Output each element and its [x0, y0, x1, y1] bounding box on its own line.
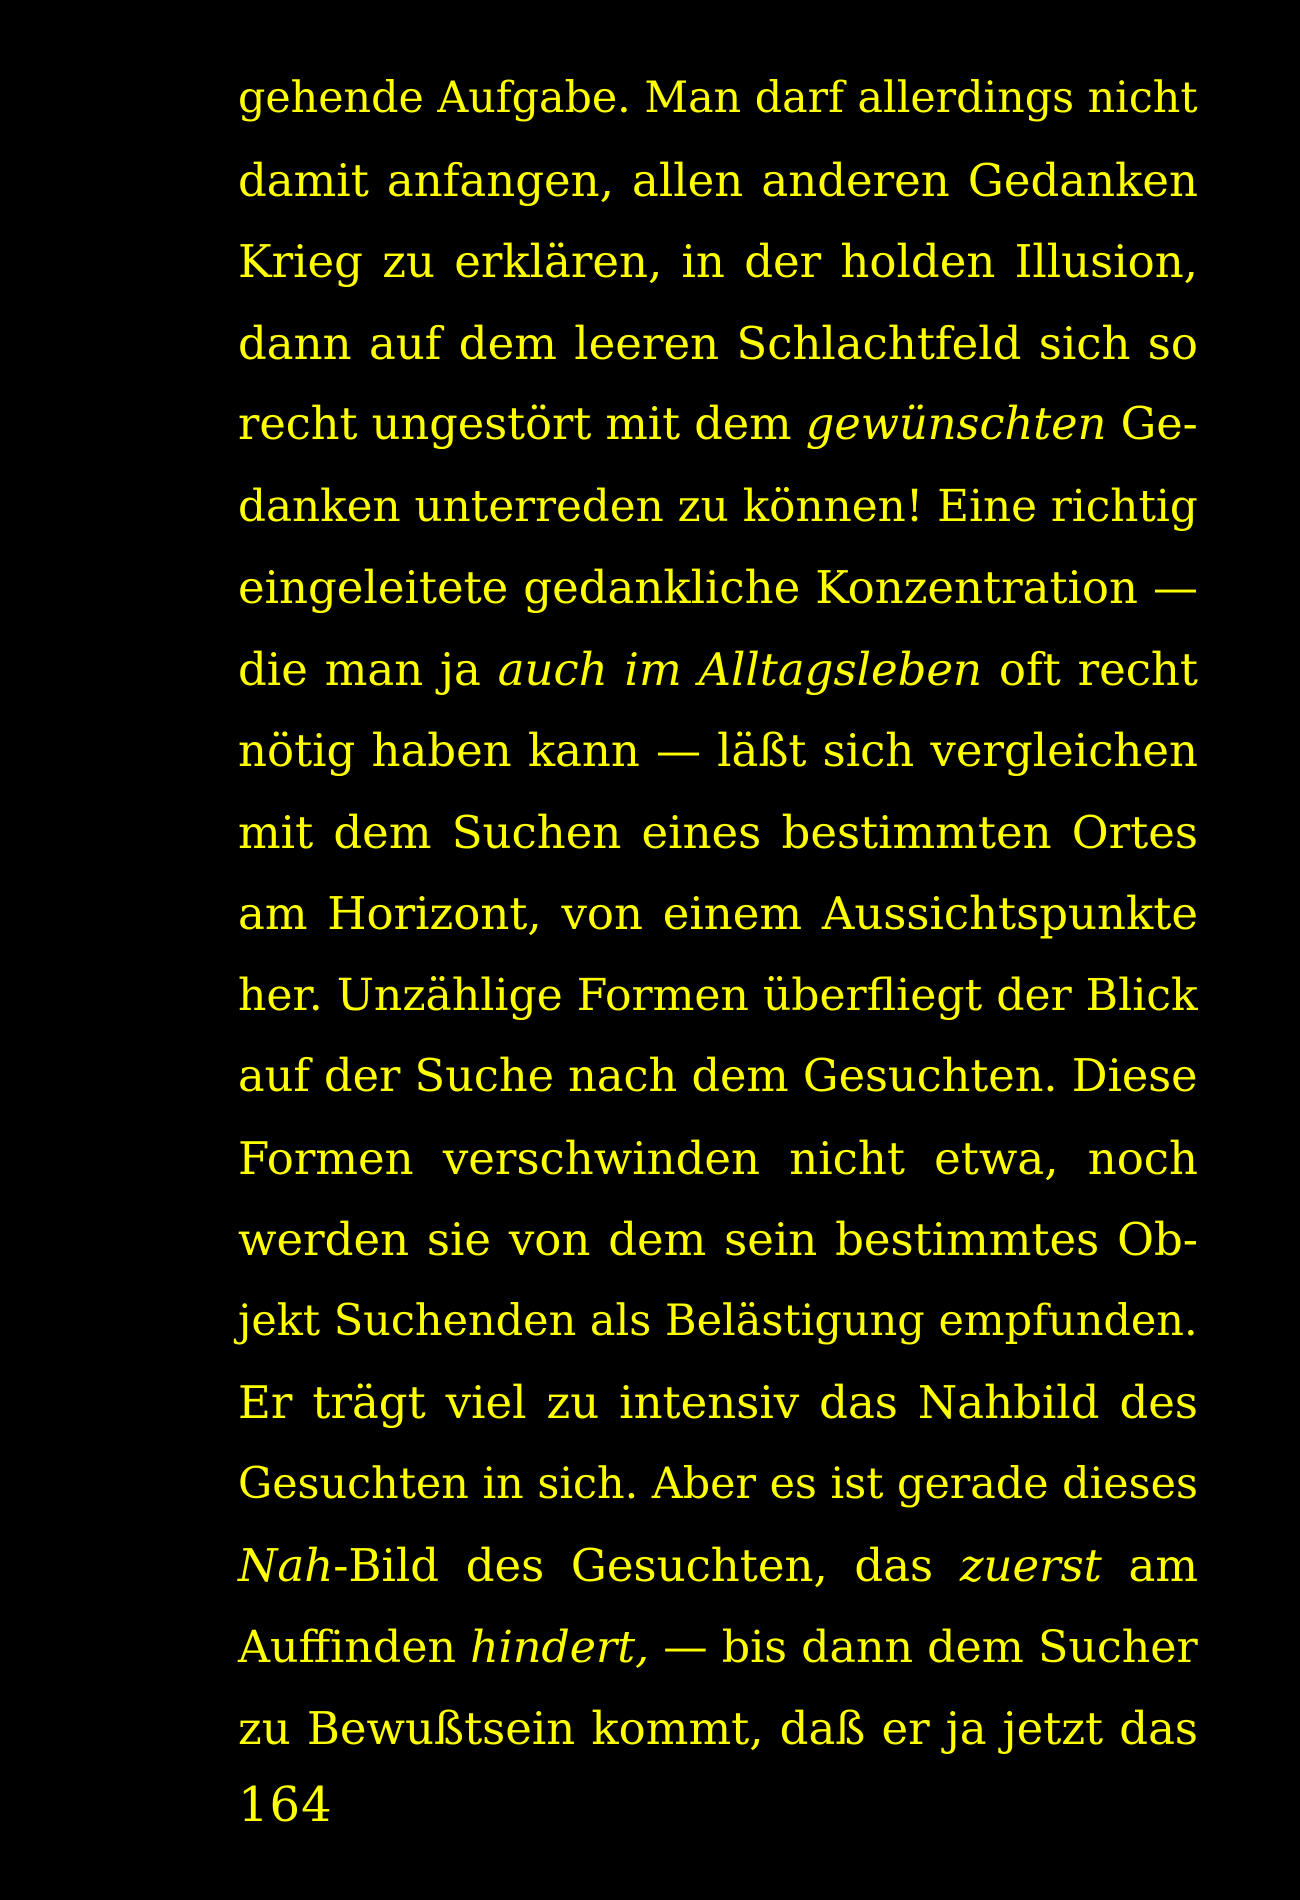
text-line: [238, 221, 1198, 303]
line-text: zu Bewußtsein kommt, daß er ja jetzt das: [238, 1702, 1198, 1755]
emphasis-text: Nah: [238, 1539, 334, 1592]
line-text: oft recht: [982, 642, 1198, 696]
line-text: — bis dann dem Sucher: [649, 1621, 1198, 1673]
line-text: Gesuchten in sich. Aber es ist gerade dieses: [238, 1458, 1198, 1509]
emphasis-text: gewünschten: [805, 398, 1107, 450]
line-text: auf der Suche nach dem Gesuchten. Diese: [238, 1050, 1198, 1102]
text-line: [238, 1118, 1198, 1200]
text-line: [238, 792, 1198, 874]
line-text: Ge-: [1106, 398, 1198, 450]
line-text: am: [1101, 1539, 1198, 1592]
text-line: [238, 1444, 1198, 1526]
line-text: -Bild des Gesuchten, das: [333, 1539, 960, 1592]
line-text: dann auf dem leeren Schlachtfeld sich so: [238, 316, 1198, 370]
text-line: [238, 466, 1198, 548]
text-line: [238, 1281, 1198, 1363]
text-line: [238, 710, 1198, 792]
text-line: [238, 58, 1198, 140]
line-text: gehende Aufgabe. Man darf allerdings nicht: [238, 73, 1198, 123]
text-line: [238, 955, 1198, 1037]
line-text: Er trägt viel zu intensiv das Nahbild des: [238, 1376, 1198, 1429]
text-line: [238, 1607, 1198, 1689]
text-line: [238, 140, 1198, 222]
line-text: jekt Suchenden als Belästigung empfunden.: [238, 1295, 1198, 1346]
text-line: [238, 1362, 1198, 1444]
line-text: werden sie von dem sein bestimmtes Ob-: [238, 1213, 1198, 1266]
line-text: am Horizont, von einem Aussichtspunkte: [238, 887, 1198, 940]
emphasis-text: auch im Alltagsleben: [497, 642, 983, 696]
line-text: Krieg zu erklären, in der holden Illusion,: [238, 235, 1198, 288]
text-line: [238, 873, 1198, 955]
line-text: die man ja: [238, 642, 498, 696]
line-text: her. Unzählige Formen überfliegt der Blick: [238, 969, 1198, 1021]
text-line: [238, 1525, 1198, 1607]
line-text: damit anfangen, allen anderen Gedanken: [238, 153, 1198, 207]
text-line: [238, 547, 1198, 629]
text-line: [238, 384, 1198, 466]
emphasis-text: hindert,: [470, 1621, 650, 1673]
line-text: recht ungestört mit dem: [238, 398, 806, 450]
line-text: danken unterreden zu können! Eine richtig: [238, 480, 1198, 532]
text-line: [238, 1688, 1198, 1770]
line-text: nötig haben kann — läßt sich vergleichen: [238, 724, 1198, 777]
emphasis-text: zuerst: [959, 1539, 1102, 1592]
page-number: 164: [238, 1777, 333, 1833]
line-text: eingeleitete gedankliche Konzentration —: [238, 561, 1198, 614]
line-text: Auffinden: [238, 1621, 471, 1673]
line-text: mit dem Suchen eines bestimmten Ortes: [238, 805, 1198, 859]
text-line: [238, 303, 1198, 385]
body-text: [238, 58, 1198, 1770]
line-text: Formen verschwinden nicht etwa, noch: [238, 1131, 1198, 1185]
text-line: [238, 1199, 1198, 1281]
text-line: [238, 629, 1198, 711]
text-line: [238, 1036, 1198, 1118]
